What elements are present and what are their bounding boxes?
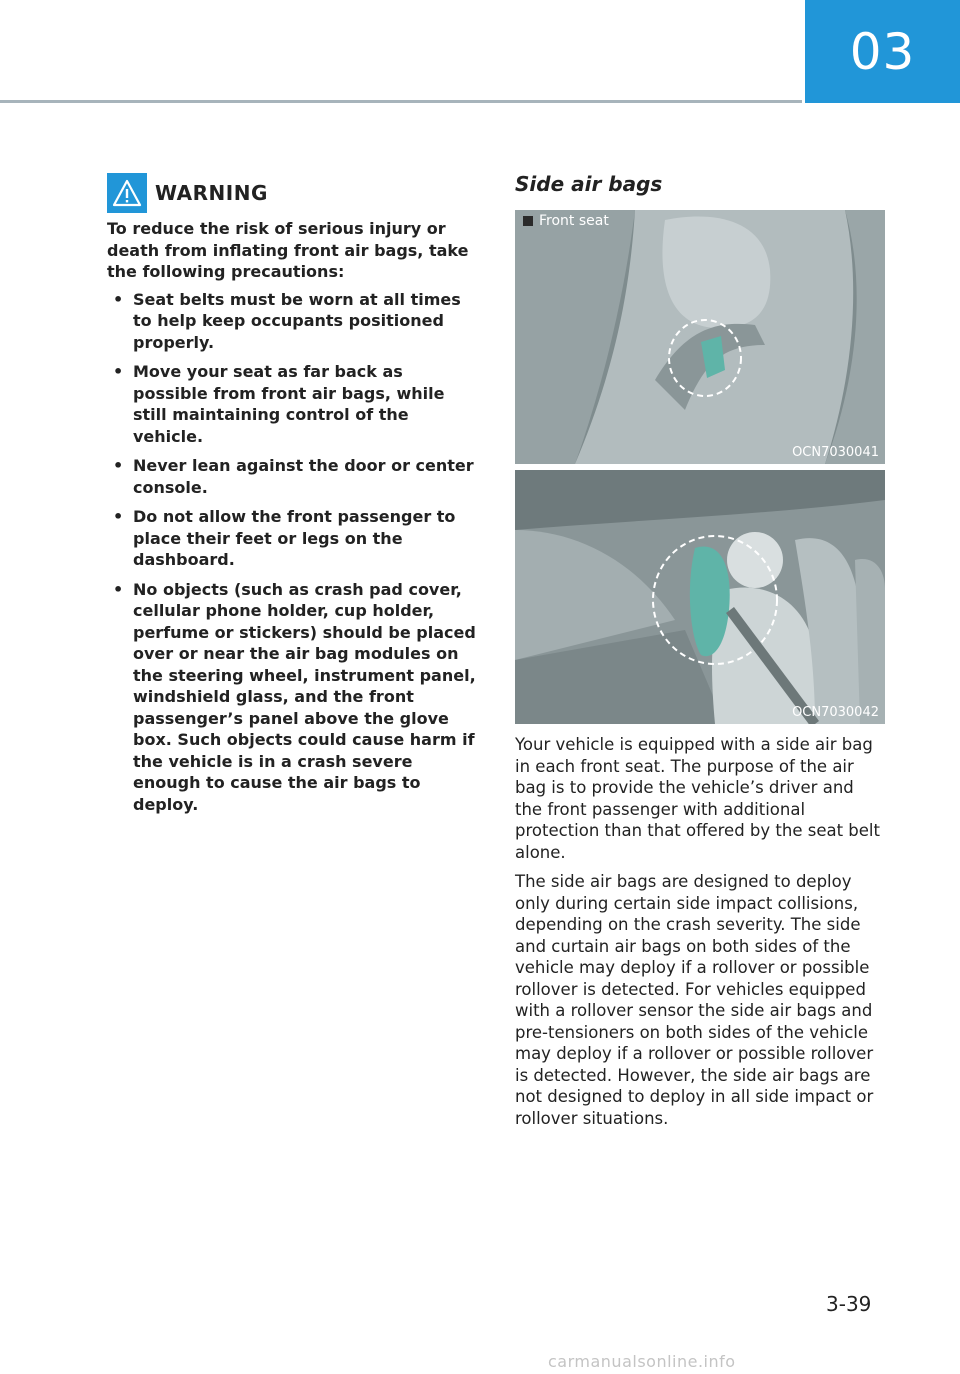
warning-title: WARNING: [155, 181, 268, 205]
page-number: 3-39: [826, 1292, 872, 1316]
section-title: Side air bags: [515, 172, 663, 196]
figure-code: OCN7030042: [792, 705, 879, 720]
paragraph: Your vehicle is equipped with a side air bag in each front seat. The purpose of the air bag is to provide the vehicle’s driver and the front passenger with additional protection than that offered by the seat belt alone.: [515, 735, 880, 862]
chapter-tab: 03: [805, 0, 960, 103]
front-seat-illustration: [515, 210, 885, 464]
paragraph: The side air bags are designed to deploy only during certain side impact collisions, depending on the crash severity. The side and curtain air bags on both sides of the vehicle may deploy if a rollover or possible rollover is detected. For vehicles equipped with a rollover sensor the side air bags and pre-tensioners on both sides of the vehicle may deploy if a rollover or possible rollover is detected. However, the side air bags are not designed to deploy in all side impact or rollover situations.: [515, 872, 874, 1128]
warning-triangle-icon: [107, 173, 147, 213]
bullet-icon: •: [113, 456, 124, 475]
deployed-airbag-illustration: [515, 470, 885, 724]
list-item: • Move your seat as far back as possible from front air bags, while still maintaining control of the vehicle.: [113, 362, 445, 446]
header-rule: [0, 100, 802, 103]
list-item: • Do not allow the front passenger to place their feet or legs on the dashboard.: [113, 507, 456, 569]
warning-list: [107, 289, 477, 816]
front-seat-figure: [515, 210, 885, 464]
warning-header: [107, 172, 477, 214]
warning-box: [107, 172, 477, 823]
list-item: • Never lean against the door or center console.: [113, 456, 474, 497]
bullet-icon: •: [113, 507, 124, 526]
list-item: • No objects (such as crash pad cover, cellular phone holder, cup holder, perfume or stickers) should be placed over or near the air bag modules on the steering wheel, instrument panel, windshield glass, and the front passenger’s panel above the glove box. Such objects could cause harm if the vehicle is in a crash severe enough to cause the air bags to deploy.: [113, 579, 476, 814]
figure-label: Front seat: [523, 213, 609, 229]
body-text: [515, 734, 885, 1129]
bullet-icon: •: [113, 362, 124, 381]
bullet-icon: •: [113, 289, 124, 309]
warning-intro: To reduce the risk of serious injury or death from inflating front air bags, take the following precautions:: [107, 219, 469, 281]
square-bullet-icon: [523, 216, 533, 226]
side-airbags-section: [515, 172, 885, 1137]
figure-code: OCN7030041: [792, 445, 879, 460]
bullet-icon: •: [113, 579, 124, 599]
list-item: • Seat belts must be worn at all times to help keep occupants positioned properly.: [113, 289, 461, 352]
deployed-airbag-figure: [515, 470, 885, 724]
watermark: carmanualsonline.info: [548, 1352, 736, 1371]
